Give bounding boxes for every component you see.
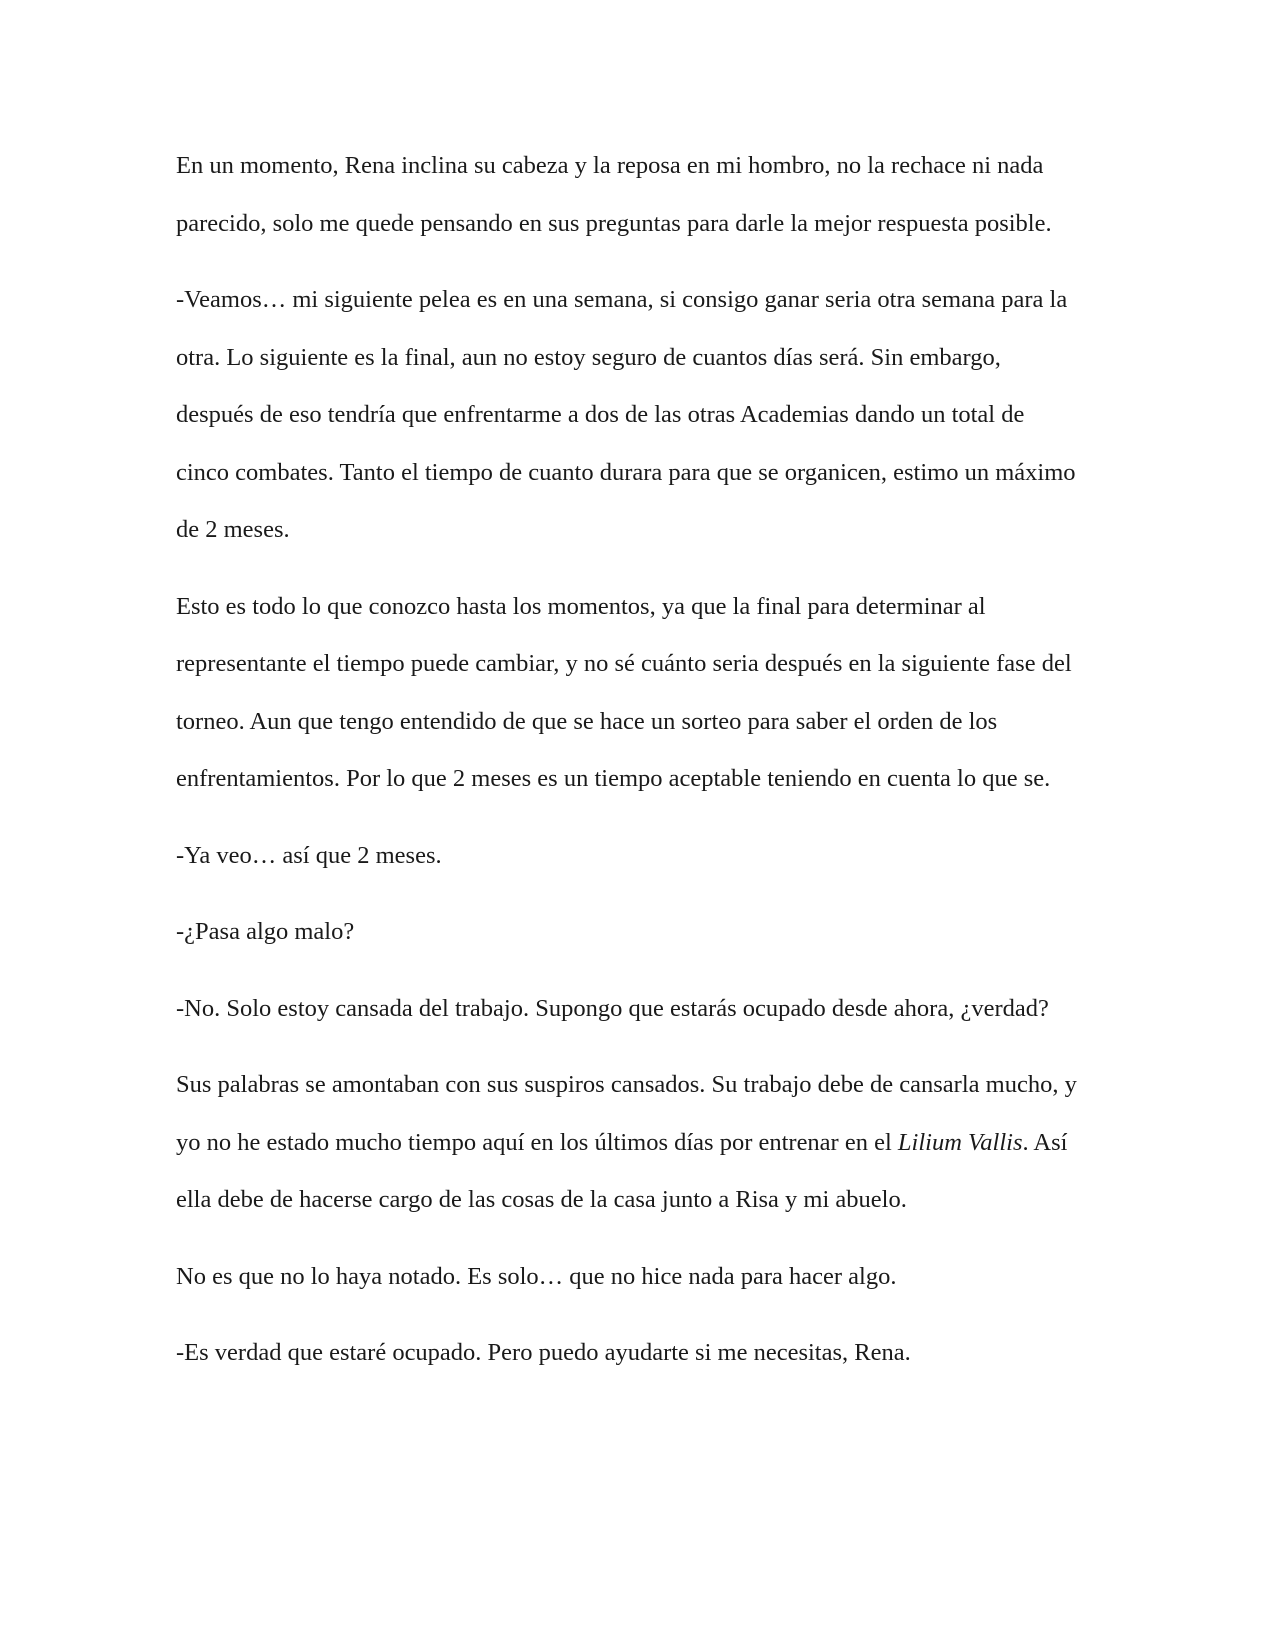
text-line — [176, 1114, 1106, 1172]
italic-title: Lilium Vallis — [897, 1128, 1023, 1156]
paragraph — [176, 271, 1106, 559]
paragraph — [176, 903, 1106, 961]
text-line: otra. Lo siguiente es la final, aun no estoy seguro de cuantos días será. Sin embargo, — [176, 343, 1001, 371]
paragraph — [176, 137, 1106, 252]
text-segment: . Así — [1022, 1128, 1068, 1156]
text-line: representante el tiempo puede cambiar, y no sé cuánto seria después en la siguiente fase del — [176, 650, 1072, 677]
text-line: cinco combates. Tanto el tiempo de cuanto durara para que se organicen, estimo un máximo — [176, 458, 1076, 486]
text-line: No es que no lo haya notado. Es solo… que no hice nada para hacer algo. — [176, 1262, 897, 1290]
paragraph — [176, 1056, 1106, 1229]
text-line: enfrentamientos. Por lo que 2 meses es un tiempo aceptable teniendo en cuenta lo que se. — [176, 765, 1051, 792]
text-line: -¿Pasa algo malo? — [176, 918, 355, 945]
text-segment: yo no he estado mucho tiempo aquí en los últimos días por entrenar en el — [176, 1128, 898, 1156]
body-text — [176, 137, 1106, 1401]
paragraph — [176, 578, 1106, 808]
text-line: parecido, solo me quede pensando en sus preguntas para darle la mejor respuesta posible. — [176, 209, 1052, 237]
text-line: -Ya veo… así que 2 meses. — [176, 841, 442, 869]
paragraph — [176, 980, 1106, 1038]
text-line: En un momento, Rena inclina su cabeza y la reposa en mi hombro, no la rechace ni nada — [176, 152, 1044, 179]
text-line: después de eso tendría que enfrentarme a dos de las otras Academias dando un total de — [176, 401, 1025, 428]
text-line: -Veamos… mi siguiente pelea es en una semana, si consigo ganar seria otra semana para la — [176, 286, 1068, 313]
paragraph — [176, 827, 1106, 885]
text-line: Esto es todo lo que conozco hasta los momentos, ya que la final para determinar al — [176, 592, 986, 620]
text-line: torneo. Aun que tengo entendido de que se hace un sorteo para saber el orden de los — [176, 707, 998, 735]
text-line: Sus palabras se amontaban con sus suspiros cansados. Su trabajo debe de cansarla mucho, y — [176, 1071, 1077, 1098]
text-line: de 2 meses. — [176, 516, 290, 543]
text-line: -Es verdad que estaré ocupado. Pero puedo ayudarte si me necesitas, Rena. — [176, 1339, 911, 1366]
paragraph — [176, 1324, 1106, 1382]
text-line: ella debe de hacerse cargo de las cosas de la casa junto a Risa y mi abuelo. — [176, 1186, 907, 1213]
paragraph — [176, 1248, 1106, 1306]
text-line: -No. Solo estoy cansada del trabajo. Supongo que estarás ocupado desde ahora, ¿verdad? — [176, 994, 1049, 1022]
